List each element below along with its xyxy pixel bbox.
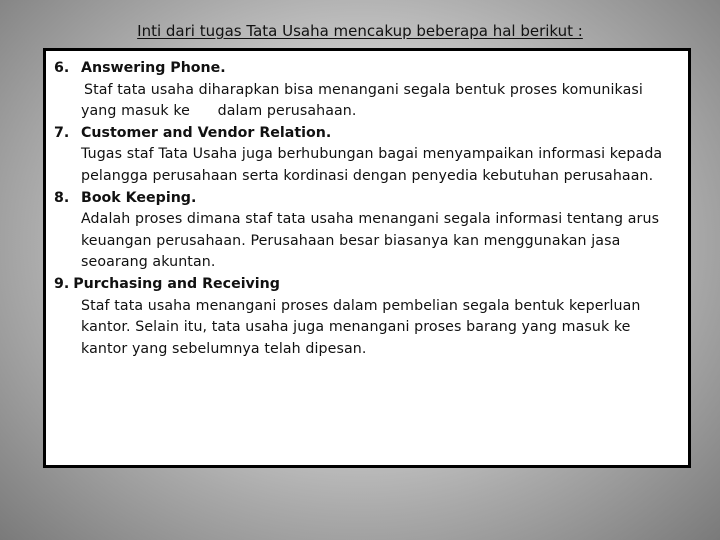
list-item-purchasing-receiving (54, 274, 678, 360)
item-heading: Book Keeping. (81, 189, 197, 206)
item-number: 7. (54, 124, 70, 141)
item-heading-row (54, 58, 678, 80)
slide-title: Inti dari tugas Tata Usaha mencakup beberapa hal berikut : (137, 22, 583, 40)
item-heading-row (54, 123, 678, 145)
item-heading: Purchasing and Receiving (73, 275, 280, 292)
content-box (43, 48, 691, 468)
item-heading-row (54, 188, 678, 210)
list-item-book-keeping (54, 188, 678, 274)
item-heading: Answering Phone. (81, 60, 226, 76)
item-description: Adalah proses dimana staf tata usaha menangani segala informasi tentang arus keuangan perusahaan. Perusahaan besar biasanya kan menggunakan jasa seoarang akuntan. (81, 211, 660, 271)
list-item-customer-vendor-relation (54, 123, 678, 188)
item-description: Staf tata usaha menangani proses dalam pembelian segala bentuk keperluan kantor. Selain itu, tata usaha juga menangani proses barang yang masuk ke kantor yang sebelumnya telah dipesan. (81, 297, 641, 357)
item-description: Staf tata usaha diharapkan bisa menangani segala bentuk proses komunikasi yang masuk ke dalam perusahaan. (81, 81, 643, 120)
item-number: 9. (54, 275, 70, 292)
list-item-answering-phone (54, 58, 678, 123)
item-heading: Customer and Vendor Relation. (81, 124, 332, 141)
item-heading-row (54, 274, 678, 296)
item-number: 8. (54, 189, 70, 206)
item-number: 6. (54, 60, 70, 76)
item-description: Tugas staf Tata Usaha juga berhubungan bagai menyampaikan informasi kepada pelangga perusahaan serta kordinasi dengan penyedia kebutuhan perusahaan. (81, 146, 663, 184)
